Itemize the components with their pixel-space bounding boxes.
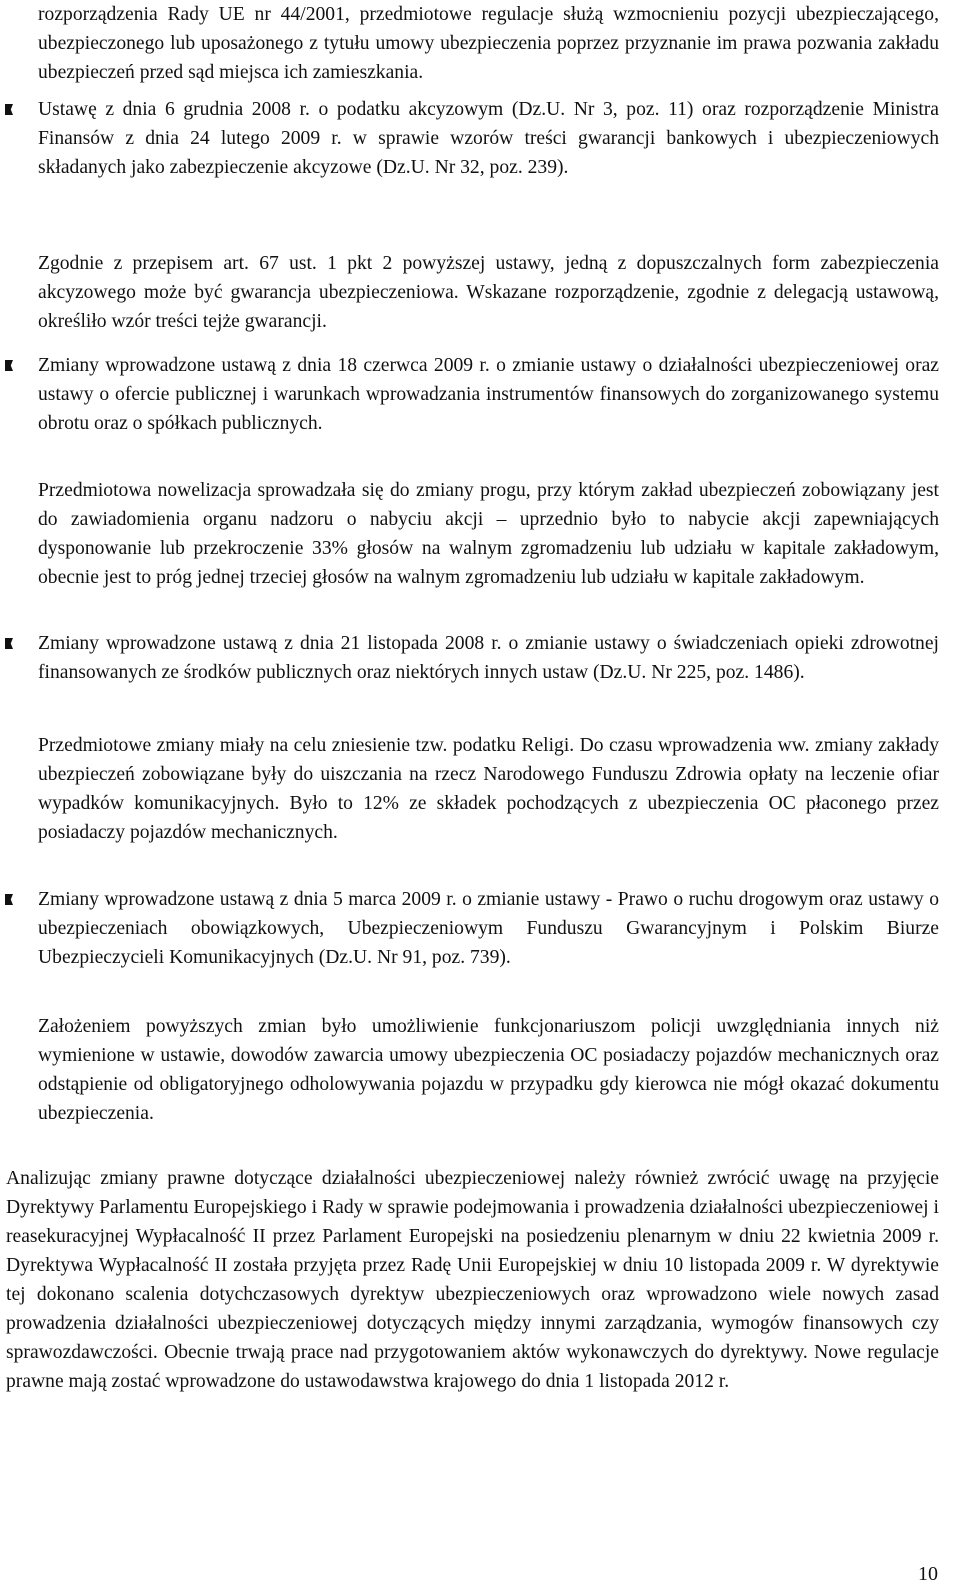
list-item-1 xyxy=(38,95,939,182)
list-item-1-text: Ustawę z dnia 6 grudnia 2008 r. o podatku akcyzowym (Dz.U. Nr 3, poz. 11) oraz rozporządzenie Ministra Finansów z dnia 24 lutego 2009 r. w sprawie wzorów treści gwarancji bankowych i ubezpieczeniowych składanych jako zabezpieczenie akcyzowe (Dz.U. Nr 32, poz. 239). xyxy=(38,99,939,178)
paragraph-policja: Założeniem powyższych zmian było umożliwienie funkcjonariuszom policji uwzględniania innych niż wymienione w ustawie, dowodów zawarcia umowy ubezpieczenia OC posiadaczy pojazdów mechanicznych oraz odstąpienie od obligatoryjnego odholowywania pojazdu w przypadku gdy kierowca nie mógł okazać dokumentu ubezpieczenia. xyxy=(38,1016,939,1124)
list-item-2-text: Zmiany wprowadzone ustawą z dnia 18 czerwca 2009 r. o zmianie ustawy o działalności ubezpieczeniowej oraz ustawy o ofercie publicznej i warunkach wprowadzania instrumentów finansowych do zorganizowanego systemu obrotu oraz o spółkach publicznych. xyxy=(38,355,939,434)
paragraph-akcyza: Zgodnie z przepisem art. 67 ust. 1 pkt 2 powyższej ustawy, jedną z dopuszczalnych form zabezpieczenia akcyzowego może być gwarancja ubezpieczeniowa. Wskazane rozporządzenie, zgodnie z delegacją ustawową, określiło wzór treści tejże gwarancji. xyxy=(38,253,939,332)
square-bullet-icon xyxy=(5,360,13,371)
square-bullet-icon xyxy=(5,638,13,649)
paragraph-nowelizacja: Przedmiotowa nowelizacja sprowadzała się do zmiany progu, przy którym zakład ubezpieczeń zobowiązany jest do zawiadomienia organu nadzoru o nabyciu akcji – uprzednio było to nabycie akcji zapewniających dysponowanie lub przekroczenie 33% głosów na walnym zgromadzeniu lub udziału w kapitale zakładowym, obecnie jest to próg jednej trzeciej głosów na walnym zgromadzeniu lub udziału w kapitale zakładowym. xyxy=(38,480,939,588)
paragraph-podatek-religi: Przedmiotowe zmiany miały na celu zniesienie tzw. podatku Religi. Do czasu wprowadzenia ww. zmiany zakłady ubezpieczeń zobowiązane były do uiszczania na rzecz Narodowego Funduszu Zdrowia opłaty na leczenie ofiar wypadków komunikacyjnych. Było to 12% ze składek pochodzących z ubezpieczenia OC płaconego przez posiadaczy pojazdów mechanicznych. xyxy=(38,735,939,843)
square-bullet-icon xyxy=(5,894,13,905)
paragraph-continuation: rozporządzenia Rady UE nr 44/2001, przedmiotowe regulacje służą wzmocnieniu pozycji ubezpieczającego, ubezpieczonego lub uposażonego z tytułu umowy ubezpieczenia poprzez przyznanie im prawa pozwania zakładu ubezpieczeń przed sąd miejsca ich zamieszkania. xyxy=(38,4,939,83)
square-bullet-icon xyxy=(5,104,13,115)
list-item-3-text: Zmiany wprowadzone ustawą z dnia 21 listopada 2008 r. o zmianie ustawy o świadczeniach opieki zdrowotnej finansowanych ze środków publicznych oraz niektórych innych ustaw (Dz.U. Nr 225, poz. 1486). xyxy=(38,633,939,683)
list-item-4-text: Zmiany wprowadzone ustawą z dnia 5 marca 2009 r. o zmianie ustawy - Prawo o ruchu drogowym oraz ustawy o ubezpieczeniach obowiązkowych, Ubezpieczeniowym Funduszu Gwarancyjnym i Polskim Biurze Ubezpieczycieli Komunikacyjnych (Dz.U. Nr 91, poz. 739). xyxy=(38,889,939,968)
list-item-4 xyxy=(38,885,939,972)
page-number: 10 xyxy=(918,1563,938,1585)
paragraph-solvency-ii: Analizując zmiany prawne dotyczące działalności ubezpieczeniowej należy również zwrócić uwagę na przyjęcie Dyrektywy Parlamentu Europejskiego i Rady w sprawie podejmowania i prowadzenia działalności ubezpieczeniowej i reasekuracyjnej Wypłacalność II przez Parlament Europejski na posiedzeniu plenarnym w dniu 22 kwietnia 2009 r. Dyrektywa Wypłacalność II została przyjęta przez Radę Unii Europejskiej w dniu 10 listopada 2009 r. W dyrektywie tej dokonano scalenia dotychczasowych dyrektyw ubezpieczeniowych oraz wprowadzono wiele nowych zasad prowadzenia działalności ubezpieczeniowej dotyczących między innymi zarządzania, wymogów finansowych czy sprawozdawczości. Obecnie trwają prace nad przygotowaniem aktów wykonawczych do dyrektywy. Nowe regulacje prawne mają zostać wprowadzone do ustawodawstwa krajowego do dnia 1 listopada 2012 r. xyxy=(6,1168,939,1392)
list-item-3 xyxy=(38,629,939,687)
list-item-2 xyxy=(38,351,939,438)
